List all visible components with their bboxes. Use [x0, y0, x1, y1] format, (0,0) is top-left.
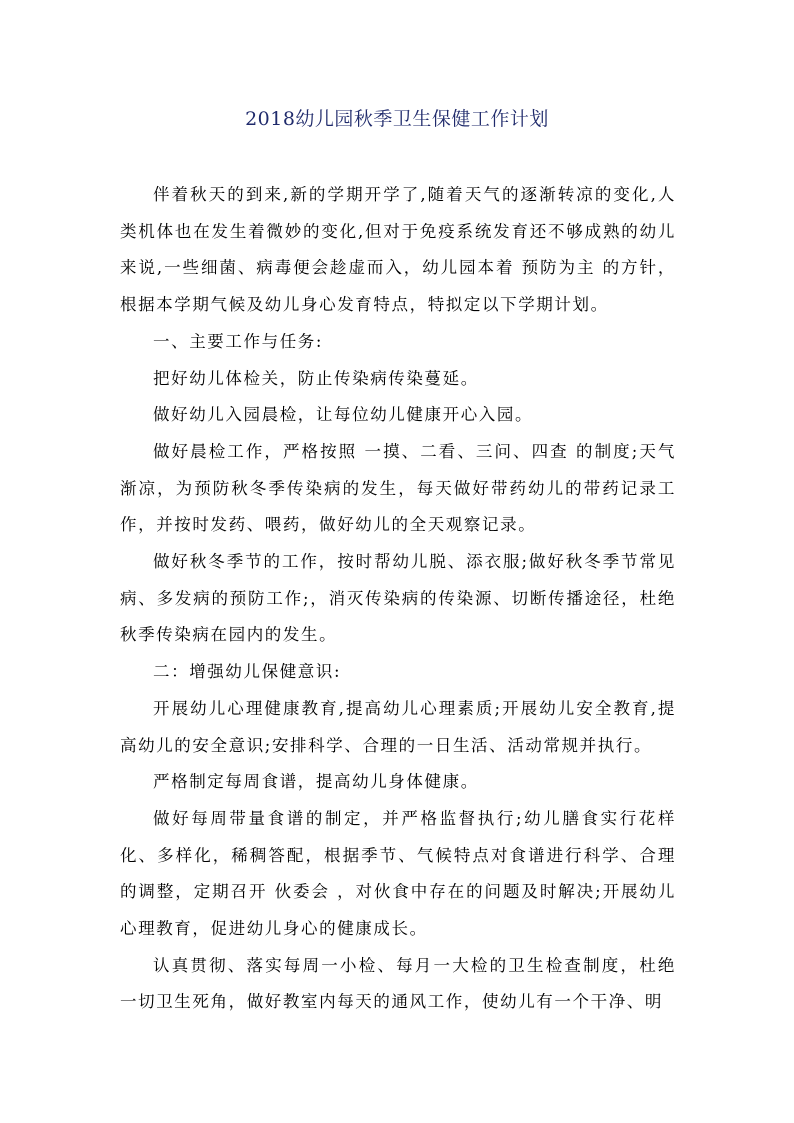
- section-heading: 一、主要工作与任务:: [153, 331, 324, 351]
- paragraph: 严格制定每周食谱，提高幼儿身体健康。: [153, 772, 479, 792]
- document-title: 2018幼儿园秋季卫生保健工作计划: [245, 108, 549, 130]
- paragraph: 伴着秋天的到来,新的学期开学了,随着天气的逐渐转凉的变化,人类机体也在发生着微妙的变化,但对于免疫系统发育还不够成熟的幼儿来说,一些细菌、病毒便会趁虚而入，幼儿园本着 预防为主 的方针，根据本学期气候及幼儿身心发育特点，特拟定以下学期计划。: [120, 185, 676, 315]
- paragraph: 开展幼儿心理健康教育,提高幼儿心理素质;开展幼儿安全教育,提高幼儿的安全意识;安排科学、合理的一日生活、活动常规并执行。: [120, 698, 676, 755]
- paragraph: 认真贯彻、落实每周一小检、每月一大检的卫生检查制度，杜绝一切卫生死角，做好教室内每天的通风工作，使幼儿有一个干净、明: [120, 955, 676, 1012]
- document-body: [120, 177, 676, 1021]
- paragraph: 把好幼儿体检关，防止传染病传染蔓延。: [153, 368, 479, 388]
- paragraph: 做好秋冬季节的工作，按时帮幼儿脱、添衣服;做好秋冬季节常见病、多发病的预防工作;，消灭传染病的传染源、切断传播途径，杜绝秋季传染病在园内的发生。: [120, 552, 676, 645]
- paragraph: 做好幼儿入园晨检，让每位幼儿健康开心入园。: [153, 405, 534, 425]
- section-heading: 二：增强幼儿保健意识:: [153, 662, 342, 682]
- paragraph: 做好晨检工作，严格按照 一摸、二看、三问、四查 的制度;天气渐凉，为预防秋冬季传染病的发生，每天做好带药幼儿的带药记录工作，并按时发药、喂药，做好幼儿的全天观察记录。: [120, 441, 676, 535]
- paragraph: 做好每周带量食谱的制定，并严格监督执行;幼儿膳食实行花样化、多样化，稀稠答配，根据季节、气候特点对食谱进行科学、合理的调整，定期召开 伙委会 ，对伙食中存在的问题及时解决;开展幼儿心理教育，促进幼儿身心的健康成长。: [120, 808, 676, 939]
